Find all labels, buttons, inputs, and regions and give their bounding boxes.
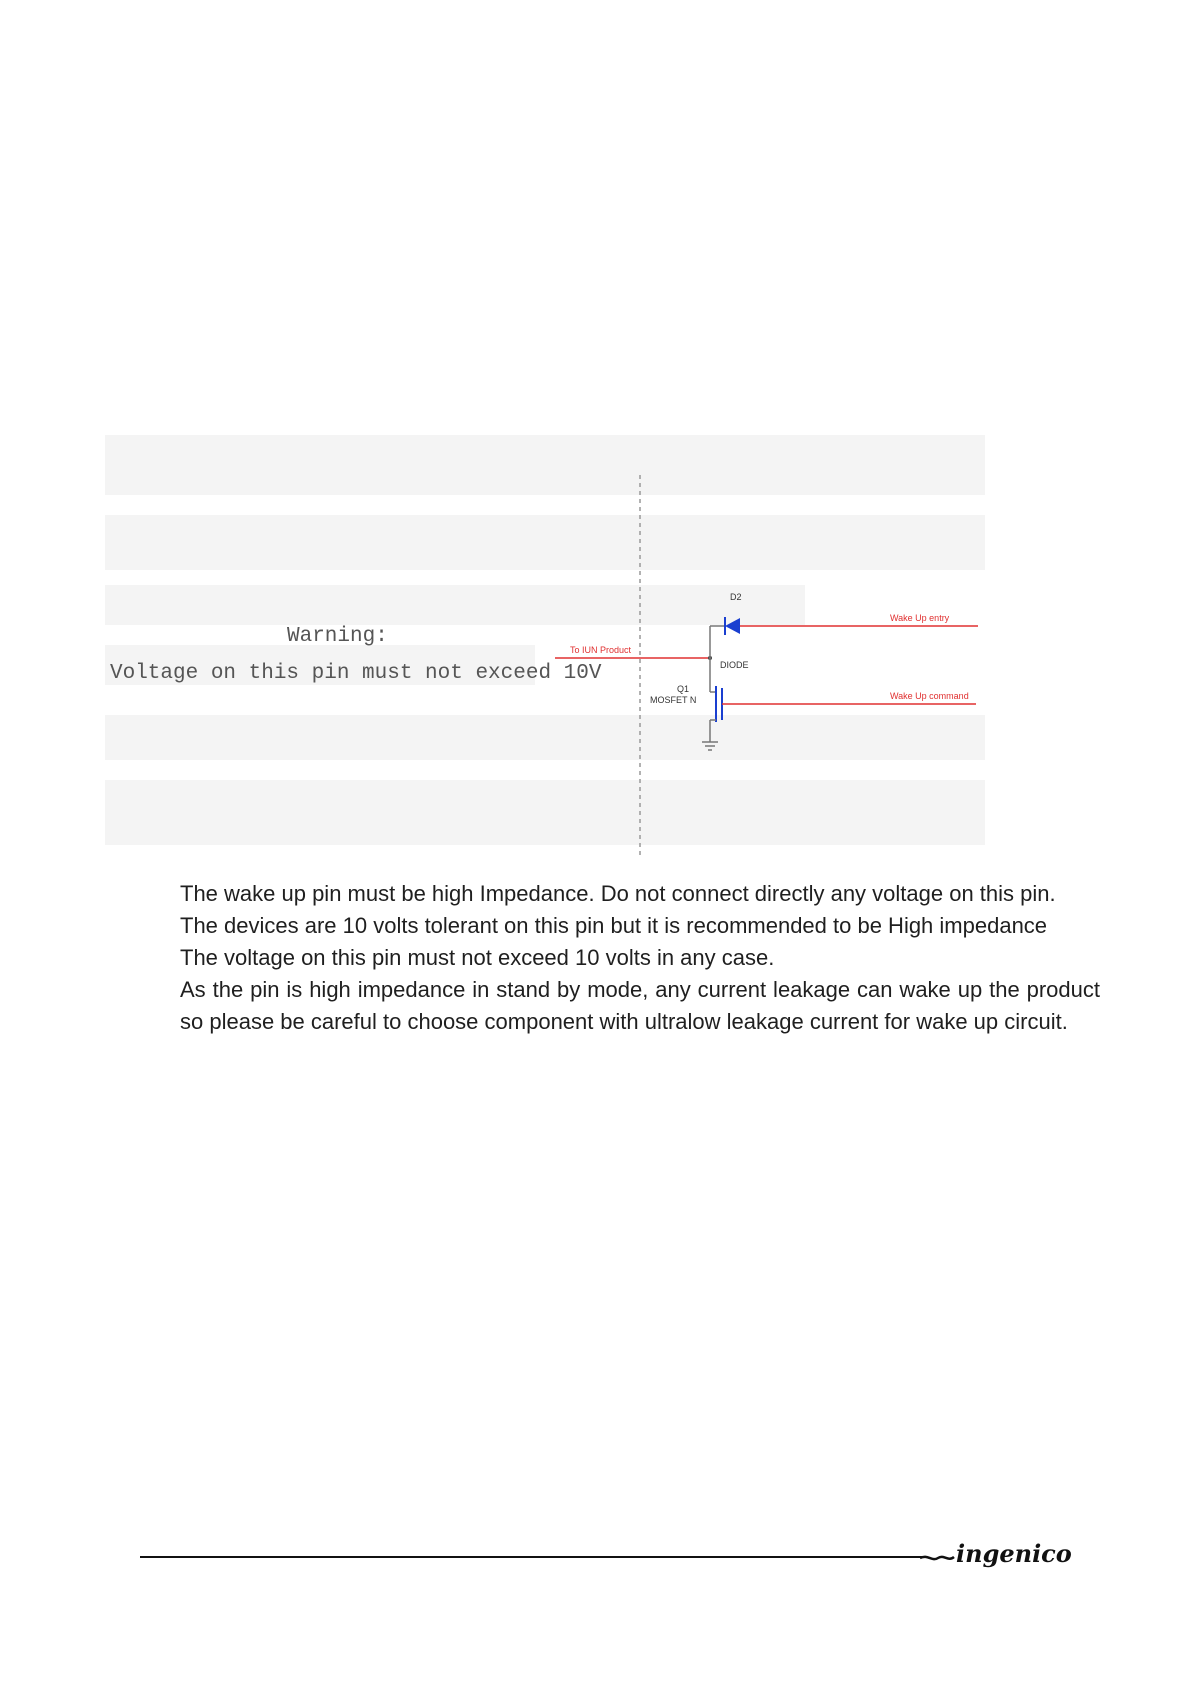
warning-title: Warning:	[287, 625, 388, 648]
body-text	[180, 878, 1100, 1038]
ingenico-logo	[918, 1532, 1078, 1578]
footer-rule	[140, 1556, 922, 1558]
wake-up-circuit-schematic	[540, 470, 1010, 860]
wake-up-command-label: Wake Up command	[890, 691, 969, 701]
diode-symbol	[725, 618, 740, 634]
q1-label: Q1	[677, 684, 690, 694]
mosfet-label: MOSFET N	[650, 695, 697, 705]
body-line: As the pin is high impedance in stand by mode, any current leakage can wake up the product so please be careful to choose component with ultralow leakage current for wake up circuit.	[180, 977, 1100, 1034]
wake-up-entry-label: Wake Up entry	[890, 613, 950, 623]
to-product-label: To IUN Product	[570, 645, 632, 655]
logo-swoosh	[920, 1557, 954, 1559]
body-line: The wake up pin must be high Impedance. Do not connect directly any voltage on this pin.	[180, 881, 1056, 906]
logo-text: ingenico	[956, 1539, 1072, 1568]
d2-label: D2	[730, 592, 742, 602]
warning-text: Voltage on this pin must not exceed 10V	[110, 662, 602, 685]
diode-label: DIODE	[720, 660, 749, 670]
body-line: The voltage on this pin must not exceed 10 volts in any case.	[180, 945, 775, 970]
ground-icon	[702, 742, 718, 750]
body-line: The devices are 10 volts tolerant on this pin but it is recommended to be High impedance	[180, 913, 1048, 938]
